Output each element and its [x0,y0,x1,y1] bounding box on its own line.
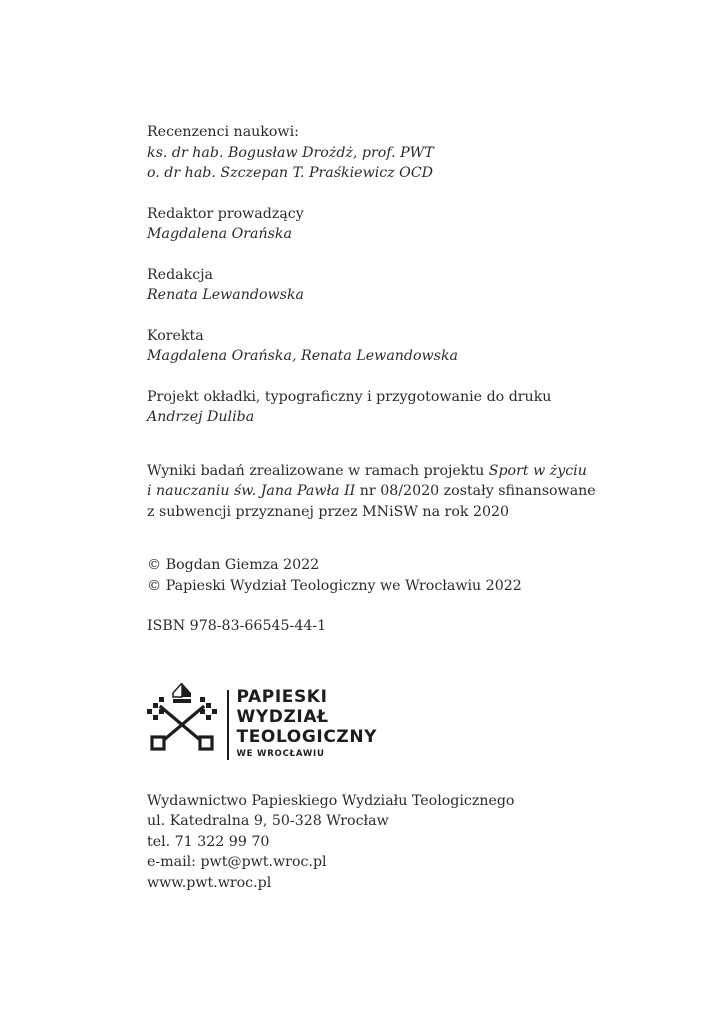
publisher-website: www.pwt.wroc.pl [147,874,272,891]
publisher-name: Wydawnictwo Papieskiego Wydziału Teologicznego [147,792,515,809]
publisher-phone: tel. 71 322 99 70 [147,833,270,850]
editing-name: Renata Lewandowska [147,287,305,303]
copyright-author: © Bogdan Giemza 2022 [147,557,320,573]
editing-label: Redakcja [147,266,214,283]
reviewer-name: o. dr hab. Szczepan T. Praśkiewicz OCD [147,165,434,181]
reviewer-name: ks. dr hab. Bogusław Drożdż, prof. PWT [147,144,434,161]
proofreading-names: Magdalena Orańska, Renata Lewandowska [147,348,459,364]
project-title-part-1: Sport w życiu [488,462,587,479]
proofreading-label: Korekta [147,327,204,344]
managing-editor-section [147,204,667,245]
logo-line-4: WE WROCŁAWIU [236,748,325,759]
proofreading-section [147,326,667,367]
publisher-address: ul. Katedralna 9, 50-328 Wrocław [147,813,389,829]
isbn-section [147,616,667,637]
funding-line-3: z subwencji przyznanej przez MNiSW na rok 2020 [147,503,510,520]
crossed-keys-tiara-icon [147,683,217,753]
imprint-page [147,122,667,893]
logo-line-2: WYDZIAŁ [236,706,329,727]
design-section [147,387,667,428]
publisher-email: e-mail: pwt@pwt.wroc.pl [147,854,327,870]
copyright-publisher: © Papieski Wydział Teologiczny we Wrocławiu 2022 [147,577,522,594]
funding-line-1 [147,461,667,482]
copyright-section [147,555,667,596]
design-name: Andrzej Duliba [147,409,255,425]
managing-editor-name: Magdalena Orańska [147,226,292,242]
managing-editor-label: Redaktor prowadzący [147,205,304,222]
reviewers-section [147,122,667,184]
funding-prefix: Wyniki badań zrealizowane w ramach projektu [147,462,489,479]
publisher-logo [147,686,667,761]
logo-line-3: TEOLOGICZNY [236,726,378,747]
funding-suffix: nr 08/2020 zostały sfinansowane [355,483,596,499]
design-label: Projekt okładki, typograficzny i przygotowanie do druku [147,388,552,405]
logo-line-1: PAPIESKI [236,686,328,707]
publisher-contact [147,791,667,894]
funding-note [147,461,667,523]
funding-line-2 [147,481,667,502]
reviewers-label: Recenzenci naukowi: [147,124,299,140]
logo-wordmark [237,687,378,761]
isbn: ISBN 978-83-66545-44-1 [147,618,327,634]
editing-section [147,265,667,306]
project-title-part-2: i nauczaniu św. Jana Pawła II [147,483,356,499]
logo-divider [227,690,229,760]
